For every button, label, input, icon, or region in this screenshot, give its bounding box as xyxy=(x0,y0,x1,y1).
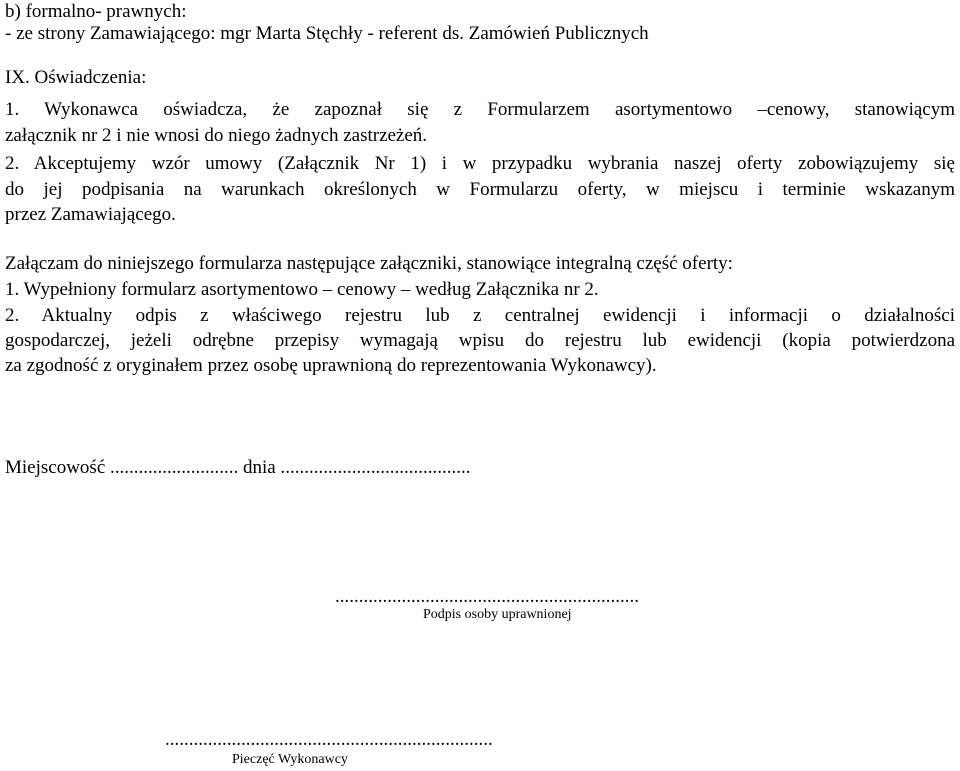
statement-1-line-2: załącznik nr 2 i nie wnosi do niego żadnych zastrzeżeń. xyxy=(5,125,428,146)
stamp-dotted-line: ..................................................................... xyxy=(165,729,493,750)
signature-label: Podpis osoby uprawnionej xyxy=(423,607,572,622)
statement-2-line-1: 2. Akceptujemy wzór umowy (Załącznik Nr 1) i w przypadku wybrania naszej oferty zobowiązujemy się xyxy=(5,153,955,174)
stamp-label: Pieczęć Wykonawcy xyxy=(232,752,348,767)
attachment-2-line-1: 2. Aktualny odpis z właściwego rejestru lub z centralnej ewidencji i informacji o działalności xyxy=(5,305,955,326)
attachment-1: 1. Wypełniony formularz asortymentowo – cenowy – według Załącznika nr 2. xyxy=(5,279,599,300)
signature-dotted-line: ................................................................ xyxy=(335,586,639,607)
section-ix-heading: IX. Oświadczenia: xyxy=(5,67,147,88)
statement-2-line-3: przez Zamawiającego. xyxy=(5,204,176,225)
section-b-contact: - ze strony Zamawiającego: mgr Marta Stęchły - referent ds. Zamówień Publicznych xyxy=(5,23,649,44)
statement-2-line-2: do jej podpisania na warunkach określonych w Formularzu oferty, w miejscu i terminie wskazanym xyxy=(5,179,955,200)
attachment-2-line-2: gospodarczej, jeżeli odrębne przepisy wymagają wpisu do rejestru lub ewidencji (kopia potwierdzona xyxy=(5,330,955,351)
section-b-heading: b) formalno- prawnych: xyxy=(5,1,187,22)
place-date-line: Miejscowość ........................... dnia ........................................ xyxy=(5,457,471,478)
attachment-2-line-3: za zgodność z oryginałem przez osobę uprawnioną do reprezentowania Wykonawcy). xyxy=(5,355,657,376)
attachments-intro: Załączam do niniejszego formularza następujące załączniki, stanowiące integralną część oferty: xyxy=(5,253,733,274)
statement-1-line-1: 1. Wykonawca oświadcza, że zapoznał się z Formularzem asortymentowo –cenowy, stanowiącym xyxy=(5,99,955,120)
